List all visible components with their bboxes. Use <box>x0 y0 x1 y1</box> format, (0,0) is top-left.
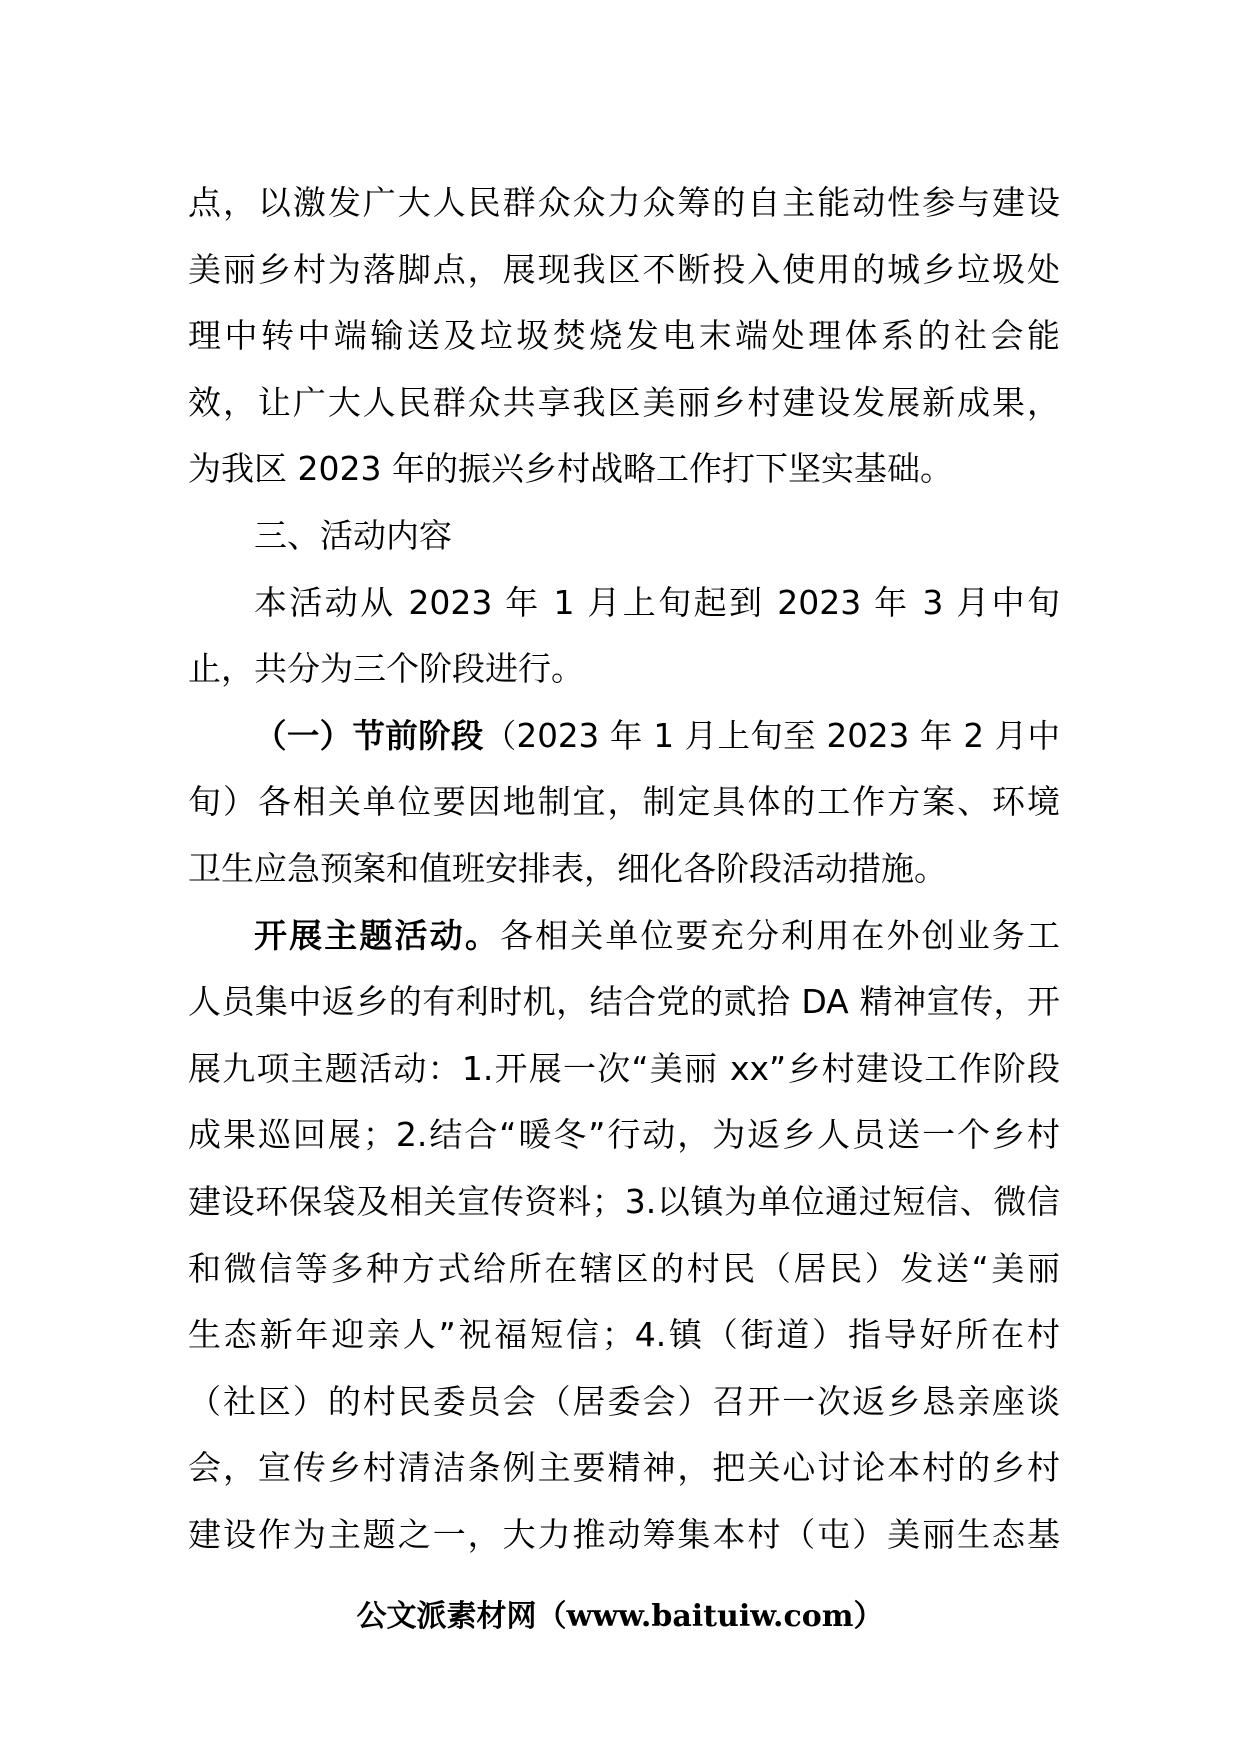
body-text: （2023 年 1 月上旬至 2023 年 2 月中 <box>483 716 1060 755</box>
body-line: 为我区 2023 年的振兴乡村战略工作打下坚实基础。 <box>188 449 953 489</box>
body-line: 人员集中返乡的有利时机，结合党的贰拾 DA 精神宣传，开 <box>188 982 1060 1022</box>
activity-heading: 开展主题活动。 <box>254 915 500 955</box>
footer-watermark: 公文派素材网（www.baituiw.com） <box>356 1599 884 1634</box>
body-line: 会，宣传乡村清洁条例主要精神，把关心讨论本村的乡村 <box>188 1448 1060 1488</box>
body-text: 各相关单位要充分利用在外创业务工 <box>499 915 1061 955</box>
body-line: 建设作为主题之一，大力推动筹集本村（屯）美丽生态基 <box>188 1514 1060 1554</box>
body-line: 建设环保袋及相关宣传资料；3.以镇为单位通过短信、微信 <box>188 1181 1060 1221</box>
body-line: 本活动从 2023 年 1 月上旬起到 2023 年 3 月中旬 <box>254 582 1060 622</box>
body-line: 点，以激发广大人民群众众力众筹的自主能动性参与建设 <box>188 183 1060 222</box>
document-body <box>188 170 1060 1568</box>
subsection-heading: （一）节前阶段 <box>254 716 484 755</box>
body-line: 卫生应急预案和值班安排表，细化各阶段活动措施。 <box>188 848 947 888</box>
body-line: 和微信等多种方式给所在辖区的村民（居民）发送“美丽 <box>188 1248 1060 1288</box>
body-line: 效，让广大人民群众共享我区美丽乡村建设发展新成果， <box>188 382 1060 422</box>
body-line: （社区）的村民委员会（居委会）召开一次返乡恳亲座谈 <box>188 1381 1060 1421</box>
body-line <box>188 903 1060 970</box>
body-line <box>188 703 1060 770</box>
body-line: 成果巡回展；2.结合“暖冬”行动，为返乡人员送一个乡村 <box>188 1115 1060 1155</box>
body-line: 生态新年迎亲人”祝福短信；4.镇（街道）指导好所在村 <box>188 1315 1060 1355</box>
body-line: 展九项主题活动：1.开展一次“美丽 xx”乡村建设工作阶段 <box>188 1048 1060 1088</box>
body-line: 止，共分为三个阶段进行。 <box>188 649 584 689</box>
body-line: 理中转中端输送及垃圾焚烧发电末端处理体系的社会能 <box>188 316 1060 356</box>
body-line: 美丽乡村为落脚点，展现我区不断投入使用的城乡垃圾处 <box>188 249 1060 289</box>
section-heading: 三、活动内容 <box>254 515 452 555</box>
body-line: 旬）各相关单位要因地制宜，制定具体的工作方案、环境 <box>188 782 1060 822</box>
